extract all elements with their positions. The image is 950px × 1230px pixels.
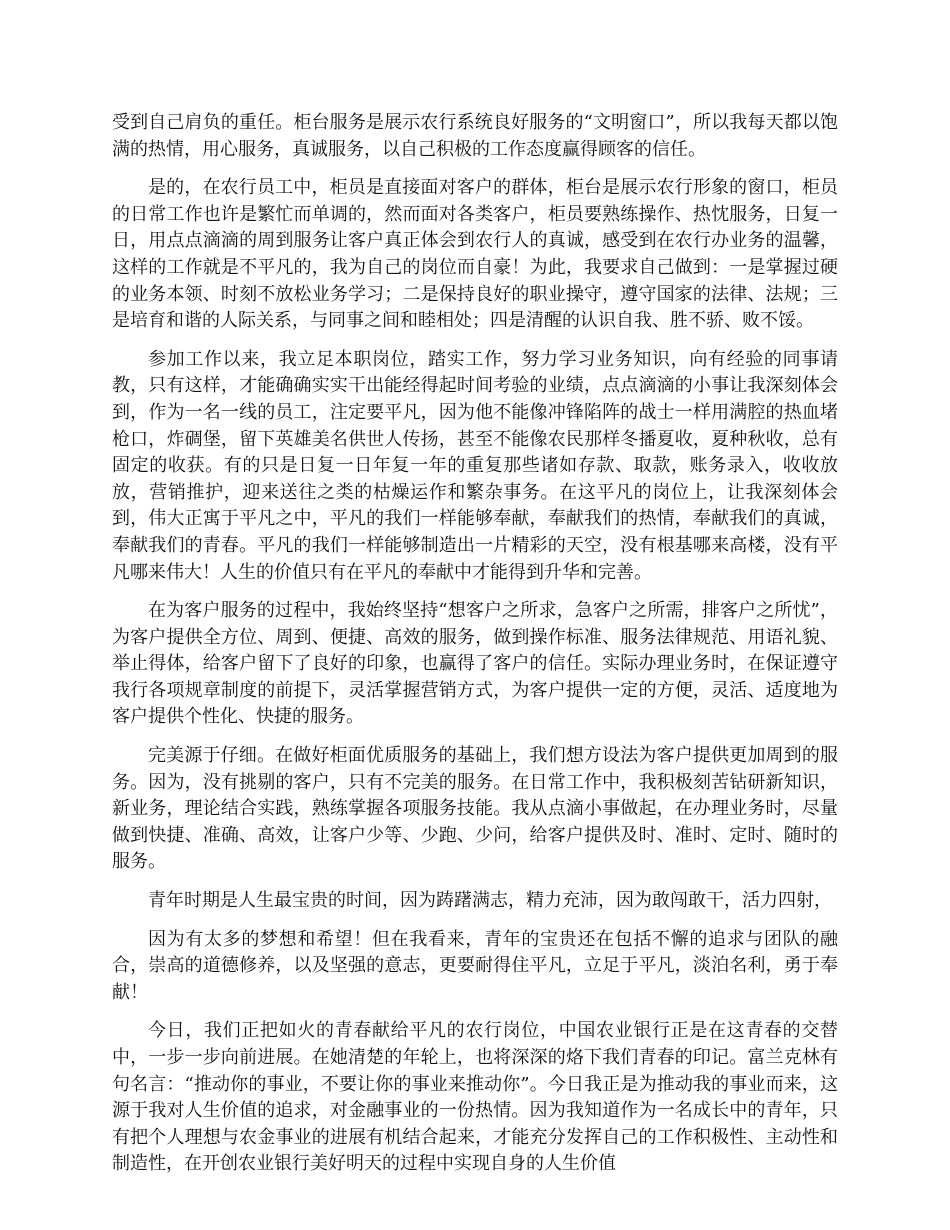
paragraph-5: 完美源于仔细。在做好柜面优质服务的基础上，我们想方设法为客户提供更加周到的服务。因为，没有挑剔的客户，只有不完美的服务。在日常工作中，我积极刻苦钻研新知识，新业务，理论结合实践，熟练掌握各项服务技能。我从点滴小事做起，在办理业务时，尽量做到快捷、准确、高效，让客户少等、少跑、少问，给客户提供及时、准时、定时、随时的服务。 (112, 745, 838, 873)
paragraph-8: 今日，我们正把如火的青春献给平凡的农行岗位，中国农业银行正是在这青春的交替中，一步一步向前进展。在她清楚的年轮上，也将深深的烙下我们青春的印记。富兰克林有句名言：“推动你的事业，不要让你的事业来推动你”。今日我正是为推动我的事业而来，这源于我对人生价值的追求，对金融事业的一份热情。因为我知道作为一名成长中的青年，只有把个人理想与农金事业的进展有机结合起来，才能充分发挥自己的工作积极性、主动性和制造性，在开创农业银行美好明天的过程中实现自身的人生价值 (112, 1020, 838, 1175)
paragraph-4: 在为客户服务的过程中，我始终坚持“想客户之所求，急客户之所需，排客户之所忧”，为客户提供全方位、周到、便捷、高效的服务，做到操作标准、服务法律规范、用语礼貌、举止得体，给客户留下了良好的印象，也赢得了客户的信任。实际办理业务时，在保证遵守我行各项规章制度的前提下，灵活掌握营销方式，为客户提供一定的方便，灵活、适度地为客户提供个性化、快捷的服务。 (112, 600, 838, 728)
paragraph-6: 青年时期是人生最宝贵的时间，因为踌躇满志，精力充沛，因为敢闯敢干，活力四射， (148, 890, 832, 912)
paragraph-2: 是的，在农行员工中，柜员是直接面对客户的群体，柜台是展示农行形象的窗口，柜员的日常工作也许是繁忙而单调的，然而面对各类客户，柜员要熟练操作、热忱服务，日复一日，用点点滴滴的周到服务让客户真正体会到农行人的真诚，感受到在农行办业务的温馨，这样的工作就是不平凡的，我为自己的岗位而自豪！为此，我要求自己做到：一是掌握过硬的业务本领、时刻不放松业务学习；二是保持良好的职业操守，遵守国家的法律、法规；三是培育和谐的人际关系，与同事之间和睦相处；四是清醒的认识自我、胜不骄、败不馁。 (112, 177, 838, 332)
paragraph-3: 参加工作以来，我立足本职岗位，踏实工作，努力学习业务知识，向有经验的同事请教，只有这样，才能确确实实干出能经得起时间考验的业绩，点点滴滴的小事让我深刻体会到，作为一名一线的员工，注定要平凡，因为他不能像冲锋陷阵的战士一样用满腔的热血堵枪口，炸碉堡，留下英雄美名供世人传扬，甚至不能像农民那样冬播夏收，夏种秋收，总有固定的收获。有的只是日复一日年复一年的重复那些诸如存款、取款，账务录入，收收放放，营销推护，迎来送往之类的枯燥运作和繁杂事务。在这平凡的岗位上，让我深刻体会到，伟大正寓于平凡之中，平凡的我们一样能够奉献，奉献我们的热情，奉献我们的真诚，奉献我们的青春。平凡的我们一样能够制造出一片精彩的天空，没有根基哪来高楼，没有平凡哪来伟大！人生的价值只有在平凡的奉献中才能得到升华和完善。 (112, 348, 838, 583)
paragraph-7: 因为有太多的梦想和希望！但在我看来，青年的宝贵还在包括不懈的追求与团队的融合，崇高的道德修养，以及坚强的意志，更要耐得住平凡，立足于平凡，淡泊名利，勇于奉献！ (112, 928, 838, 1003)
paragraph-1: 受到自己肩负的重任。柜台服务是展示农行系统良好服务的“文明窗口”，所以我每天都以饱满的热情，用心服务，真诚服务，以自己积极的工作态度赢得顾客的信任。 (112, 112, 838, 160)
